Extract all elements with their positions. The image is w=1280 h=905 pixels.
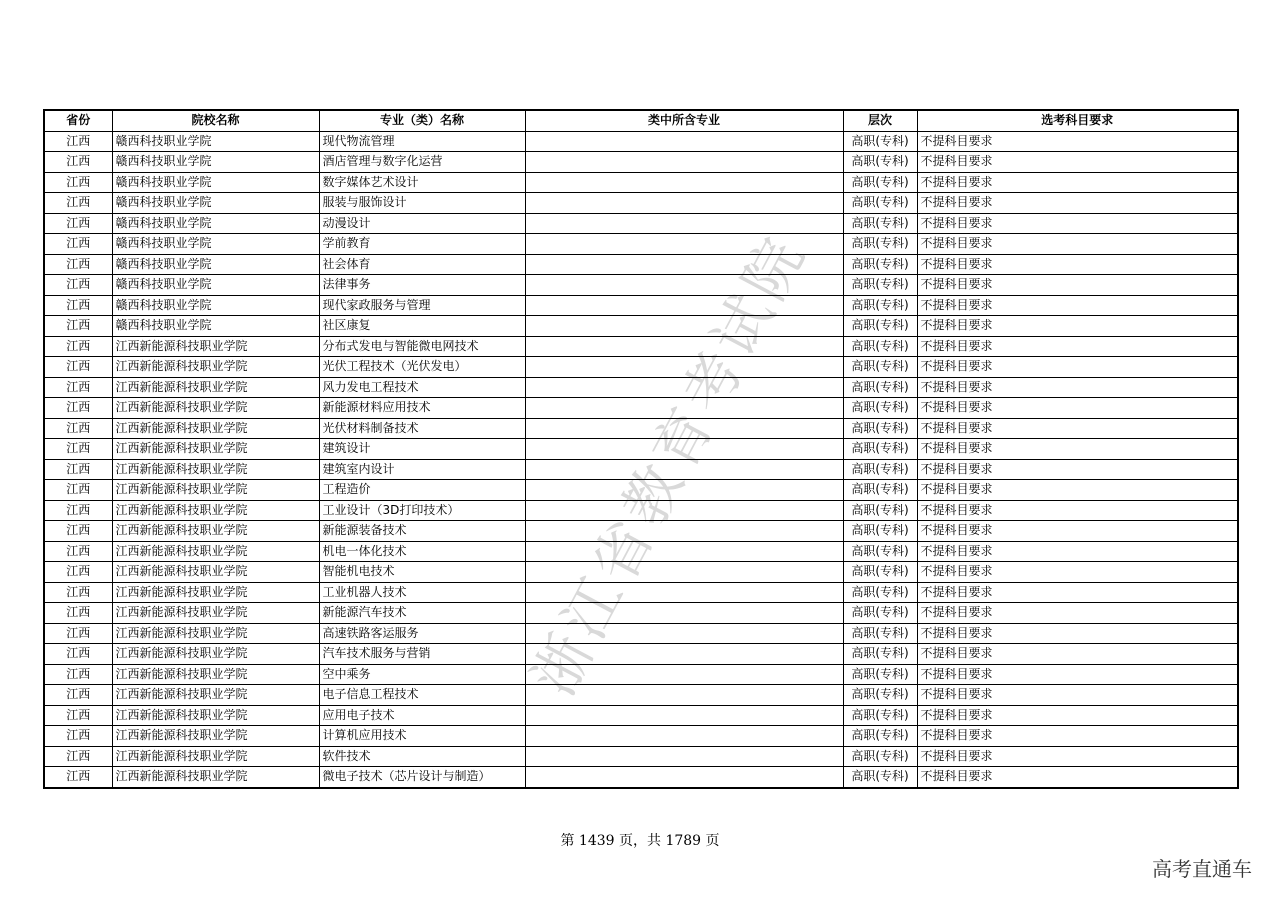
cell-sub-majors [525, 193, 843, 214]
cell-sub-majors [525, 582, 843, 603]
cell-school: 江西新能源科技职业学院 [112, 664, 319, 685]
cell-school: 江西新能源科技职业学院 [112, 439, 319, 460]
cell-level: 高职(专科) [843, 582, 917, 603]
cell-requirement: 不提科目要求 [917, 418, 1238, 439]
cell-major: 现代物流管理 [319, 131, 525, 152]
cell-province: 江西 [44, 562, 112, 583]
table-row [44, 521, 1238, 542]
cell-level: 高职(专科) [843, 316, 917, 337]
header-major: 专业（类）名称 [319, 110, 525, 131]
cell-requirement: 不提科目要求 [917, 234, 1238, 255]
cell-province: 江西 [44, 705, 112, 726]
table-row [44, 685, 1238, 706]
cell-province: 江西 [44, 377, 112, 398]
cell-school: 赣西科技职业学院 [112, 213, 319, 234]
cell-level: 高职(专科) [843, 254, 917, 275]
cell-requirement: 不提科目要求 [917, 357, 1238, 378]
cell-province: 江西 [44, 746, 112, 767]
table-row [44, 295, 1238, 316]
cell-level: 高职(专科) [843, 336, 917, 357]
table-header-row [44, 110, 1238, 131]
cell-level: 高职(专科) [843, 234, 917, 255]
cell-province: 江西 [44, 582, 112, 603]
cell-sub-majors [525, 152, 843, 173]
cell-sub-majors [525, 316, 843, 337]
cell-sub-majors [525, 418, 843, 439]
cell-major: 酒店管理与数字化运营 [319, 152, 525, 173]
table-row [44, 254, 1238, 275]
cell-major: 智能机电技术 [319, 562, 525, 583]
cell-school: 赣西科技职业学院 [112, 316, 319, 337]
table-row [44, 316, 1238, 337]
cell-level: 高职(专科) [843, 623, 917, 644]
cell-school: 江西新能源科技职业学院 [112, 336, 319, 357]
cell-sub-majors [525, 746, 843, 767]
cell-level: 高职(专科) [843, 664, 917, 685]
cell-sub-majors [525, 603, 843, 624]
cell-major: 服装与服饰设计 [319, 193, 525, 214]
cell-requirement: 不提科目要求 [917, 623, 1238, 644]
table-row [44, 213, 1238, 234]
table-row [44, 418, 1238, 439]
cell-major: 社区康复 [319, 316, 525, 337]
cell-requirement: 不提科目要求 [917, 398, 1238, 419]
cell-province: 江西 [44, 193, 112, 214]
table-row [44, 582, 1238, 603]
cell-school: 江西新能源科技职业学院 [112, 418, 319, 439]
cell-school: 赣西科技职业学院 [112, 234, 319, 255]
table-row [44, 603, 1238, 624]
cell-requirement: 不提科目要求 [917, 377, 1238, 398]
cell-province: 江西 [44, 131, 112, 152]
table-row [44, 480, 1238, 501]
cell-sub-majors [525, 685, 843, 706]
table-row [44, 131, 1238, 152]
cell-major: 建筑室内设计 [319, 459, 525, 480]
cell-sub-majors [525, 213, 843, 234]
cell-school: 江西新能源科技职业学院 [112, 582, 319, 603]
cell-major: 法律事务 [319, 275, 525, 296]
cell-major: 新能源装备技术 [319, 521, 525, 542]
cell-province: 江西 [44, 521, 112, 542]
cell-province: 江西 [44, 541, 112, 562]
cell-sub-majors [525, 562, 843, 583]
cell-province: 江西 [44, 152, 112, 173]
cell-major: 汽车技术服务与营销 [319, 644, 525, 665]
cell-requirement: 不提科目要求 [917, 193, 1238, 214]
cell-province: 江西 [44, 398, 112, 419]
current-page-number: 1439 [578, 833, 615, 849]
cell-level: 高职(专科) [843, 439, 917, 460]
cell-province: 江西 [44, 726, 112, 747]
watermark: 浙江省教育考试院 [519, 222, 820, 707]
table-row [44, 541, 1238, 562]
cell-level: 高职(专科) [843, 193, 917, 214]
cell-school: 赣西科技职业学院 [112, 131, 319, 152]
table-row [44, 562, 1238, 583]
cell-sub-majors [525, 234, 843, 255]
cell-sub-majors [525, 541, 843, 562]
cell-major: 机电一体化技术 [319, 541, 525, 562]
header-level: 层次 [843, 110, 917, 131]
cell-level: 高职(专科) [843, 767, 917, 788]
footer-middle: 页，共 [614, 833, 666, 849]
table-row [44, 275, 1238, 296]
cell-sub-majors [525, 336, 843, 357]
cell-major: 高速铁路客运服务 [319, 623, 525, 644]
cell-school: 江西新能源科技职业学院 [112, 767, 319, 788]
cell-level: 高职(专科) [843, 131, 917, 152]
cell-sub-majors [525, 254, 843, 275]
footer-suffix: 页 [701, 833, 720, 849]
cell-major: 动漫设计 [319, 213, 525, 234]
cell-requirement: 不提科目要求 [917, 726, 1238, 747]
cell-requirement: 不提科目要求 [917, 521, 1238, 542]
cell-major: 新能源汽车技术 [319, 603, 525, 624]
cell-requirement: 不提科目要求 [917, 644, 1238, 665]
table-row [44, 726, 1238, 747]
cell-sub-majors [525, 439, 843, 460]
cell-level: 高职(专科) [843, 705, 917, 726]
cell-province: 江西 [44, 172, 112, 193]
cell-requirement: 不提科目要求 [917, 213, 1238, 234]
header-sub-majors: 类中所含专业 [525, 110, 843, 131]
cell-province: 江西 [44, 213, 112, 234]
cell-major: 新能源材料应用技术 [319, 398, 525, 419]
cell-school: 江西新能源科技职业学院 [112, 377, 319, 398]
cell-province: 江西 [44, 664, 112, 685]
cell-major: 光伏材料制备技术 [319, 418, 525, 439]
cell-school: 江西新能源科技职业学院 [112, 705, 319, 726]
cell-province: 江西 [44, 644, 112, 665]
cell-school: 江西新能源科技职业学院 [112, 500, 319, 521]
cell-major: 微电子技术（芯片设计与制造） [319, 767, 525, 788]
cell-level: 高职(专科) [843, 357, 917, 378]
table-row [44, 234, 1238, 255]
cell-province: 江西 [44, 295, 112, 316]
cell-school: 江西新能源科技职业学院 [112, 644, 319, 665]
cell-major: 社会体育 [319, 254, 525, 275]
table-row [44, 767, 1238, 788]
cell-major: 光伏工程技术（光伏发电） [319, 357, 525, 378]
cell-major: 工业机器人技术 [319, 582, 525, 603]
cell-major: 风力发电工程技术 [319, 377, 525, 398]
cell-province: 江西 [44, 439, 112, 460]
table-row [44, 336, 1238, 357]
cell-major: 建筑设计 [319, 439, 525, 460]
cell-requirement: 不提科目要求 [917, 152, 1238, 173]
table-row [44, 459, 1238, 480]
cell-sub-majors [525, 131, 843, 152]
cell-level: 高职(专科) [843, 562, 917, 583]
cell-province: 江西 [44, 767, 112, 788]
table-row [44, 377, 1238, 398]
cell-sub-majors [525, 705, 843, 726]
total-pages-number: 1789 [665, 833, 702, 849]
cell-school: 赣西科技职业学院 [112, 254, 319, 275]
cell-requirement: 不提科目要求 [917, 480, 1238, 501]
cell-school: 江西新能源科技职业学院 [112, 398, 319, 419]
cell-requirement: 不提科目要求 [917, 254, 1238, 275]
table-row [44, 746, 1238, 767]
cell-sub-majors [525, 664, 843, 685]
cell-requirement: 不提科目要求 [917, 459, 1238, 480]
cell-major: 现代家政服务与管理 [319, 295, 525, 316]
cell-province: 江西 [44, 275, 112, 296]
cell-level: 高职(专科) [843, 521, 917, 542]
cell-major: 分布式发电与智能微电网技术 [319, 336, 525, 357]
cell-sub-majors [525, 500, 843, 521]
cell-major: 软件技术 [319, 746, 525, 767]
cell-province: 江西 [44, 459, 112, 480]
cell-sub-majors [525, 275, 843, 296]
cell-school: 江西新能源科技职业学院 [112, 541, 319, 562]
cell-requirement: 不提科目要求 [917, 562, 1238, 583]
cell-school: 江西新能源科技职业学院 [112, 562, 319, 583]
cell-school: 江西新能源科技职业学院 [112, 726, 319, 747]
page-footer [0, 830, 1280, 850]
cell-sub-majors [525, 357, 843, 378]
cell-level: 高职(专科) [843, 213, 917, 234]
table-row [44, 439, 1238, 460]
cell-requirement: 不提科目要求 [917, 746, 1238, 767]
table-row [44, 172, 1238, 193]
cell-major: 数字媒体艺术设计 [319, 172, 525, 193]
cell-requirement: 不提科目要求 [917, 131, 1238, 152]
cell-province: 江西 [44, 357, 112, 378]
cell-sub-majors [525, 295, 843, 316]
cell-level: 高职(专科) [843, 644, 917, 665]
cell-requirement: 不提科目要求 [917, 316, 1238, 337]
cell-requirement: 不提科目要求 [917, 664, 1238, 685]
cell-province: 江西 [44, 316, 112, 337]
cell-school: 赣西科技职业学院 [112, 152, 319, 173]
cell-level: 高职(专科) [843, 398, 917, 419]
cell-school: 江西新能源科技职业学院 [112, 623, 319, 644]
header-school: 院校名称 [112, 110, 319, 131]
cell-requirement: 不提科目要求 [917, 295, 1238, 316]
cell-province: 江西 [44, 623, 112, 644]
cell-major: 电子信息工程技术 [319, 685, 525, 706]
table-row [44, 193, 1238, 214]
cell-school: 江西新能源科技职业学院 [112, 685, 319, 706]
cell-requirement: 不提科目要求 [917, 541, 1238, 562]
table-row [44, 644, 1238, 665]
table-row [44, 357, 1238, 378]
table-row [44, 500, 1238, 521]
header-province: 省份 [44, 110, 112, 131]
cell-requirement: 不提科目要求 [917, 603, 1238, 624]
cell-requirement: 不提科目要求 [917, 767, 1238, 788]
cell-requirement: 不提科目要求 [917, 500, 1238, 521]
cell-level: 高职(专科) [843, 541, 917, 562]
cell-school: 江西新能源科技职业学院 [112, 480, 319, 501]
cell-sub-majors [525, 398, 843, 419]
table-row [44, 398, 1238, 419]
cell-major: 计算机应用技术 [319, 726, 525, 747]
cell-school: 赣西科技职业学院 [112, 275, 319, 296]
cell-school: 江西新能源科技职业学院 [112, 603, 319, 624]
cell-school: 江西新能源科技职业学院 [112, 746, 319, 767]
cell-major: 空中乘务 [319, 664, 525, 685]
cell-level: 高职(专科) [843, 172, 917, 193]
cell-province: 江西 [44, 685, 112, 706]
cell-province: 江西 [44, 500, 112, 521]
cell-level: 高职(专科) [843, 152, 917, 173]
cell-sub-majors [525, 172, 843, 193]
cell-province: 江西 [44, 234, 112, 255]
cell-sub-majors [525, 726, 843, 747]
cell-requirement: 不提科目要求 [917, 582, 1238, 603]
cell-sub-majors [525, 459, 843, 480]
cell-requirement: 不提科目要求 [917, 685, 1238, 706]
cell-province: 江西 [44, 603, 112, 624]
cell-level: 高职(专科) [843, 275, 917, 296]
cell-level: 高职(专科) [843, 685, 917, 706]
cell-province: 江西 [44, 254, 112, 275]
cell-sub-majors [525, 480, 843, 501]
brand-logo-text: 高考直通车 [1152, 857, 1252, 881]
cell-requirement: 不提科目要求 [917, 705, 1238, 726]
cell-major: 工业设计（3D打印技术） [319, 500, 525, 521]
footer-prefix: 第 [560, 833, 579, 849]
cell-sub-majors [525, 377, 843, 398]
cell-level: 高职(专科) [843, 746, 917, 767]
cell-province: 江西 [44, 480, 112, 501]
cell-school: 赣西科技职业学院 [112, 193, 319, 214]
cell-level: 高职(专科) [843, 603, 917, 624]
table-row [44, 664, 1238, 685]
cell-level: 高职(专科) [843, 726, 917, 747]
cell-province: 江西 [44, 418, 112, 439]
admission-table [43, 109, 1239, 789]
cell-level: 高职(专科) [843, 418, 917, 439]
cell-sub-majors [525, 644, 843, 665]
cell-requirement: 不提科目要求 [917, 439, 1238, 460]
cell-school: 江西新能源科技职业学院 [112, 521, 319, 542]
cell-school: 江西新能源科技职业学院 [112, 357, 319, 378]
cell-major: 学前教育 [319, 234, 525, 255]
cell-school: 江西新能源科技职业学院 [112, 459, 319, 480]
cell-sub-majors [525, 521, 843, 542]
cell-level: 高职(专科) [843, 480, 917, 501]
table-row [44, 152, 1238, 173]
cell-major: 应用电子技术 [319, 705, 525, 726]
cell-level: 高职(专科) [843, 377, 917, 398]
table-row [44, 623, 1238, 644]
cell-requirement: 不提科目要求 [917, 336, 1238, 357]
cell-school: 赣西科技职业学院 [112, 295, 319, 316]
cell-level: 高职(专科) [843, 459, 917, 480]
cell-requirement: 不提科目要求 [917, 275, 1238, 296]
cell-province: 江西 [44, 336, 112, 357]
table-row [44, 705, 1238, 726]
cell-requirement: 不提科目要求 [917, 172, 1238, 193]
cell-sub-majors [525, 623, 843, 644]
header-requirement: 选考科目要求 [917, 110, 1238, 131]
cell-major: 工程造价 [319, 480, 525, 501]
cell-level: 高职(专科) [843, 500, 917, 521]
cell-level: 高职(专科) [843, 295, 917, 316]
cell-school: 赣西科技职业学院 [112, 172, 319, 193]
cell-sub-majors [525, 767, 843, 788]
